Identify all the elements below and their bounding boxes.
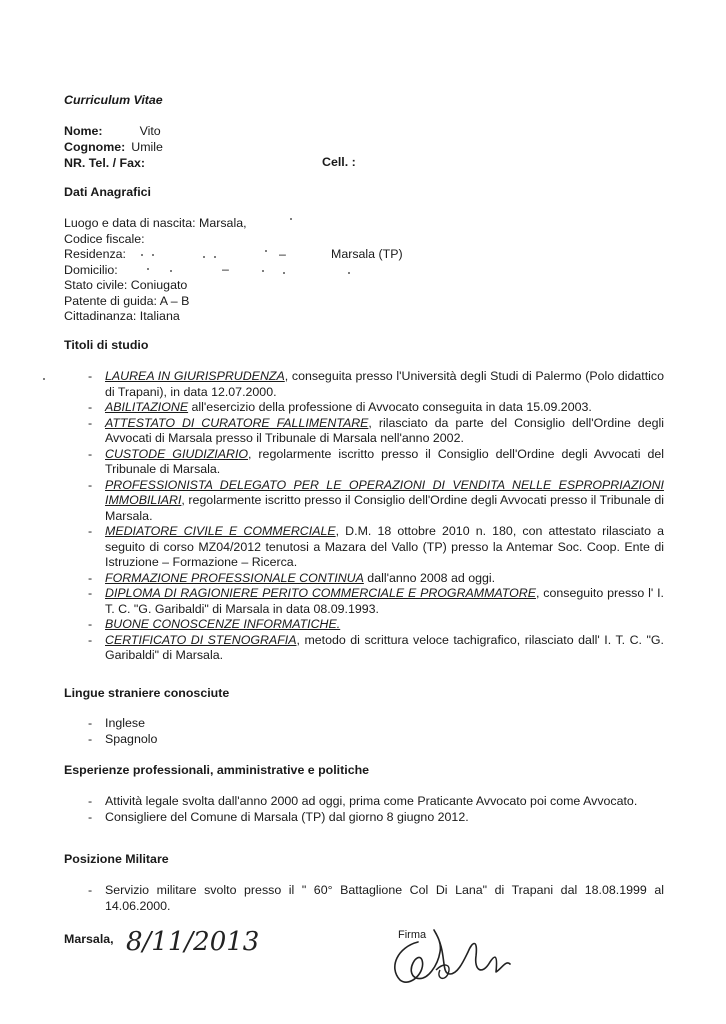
anagrafici-heading: Dati Anagrafici — [64, 185, 151, 199]
cognome-value: Umile — [131, 140, 163, 154]
redaction-mark — [290, 218, 292, 220]
domicilio: Domicilio: — [64, 262, 118, 277]
residenza: Residenza: — [64, 247, 126, 261]
esperienze-heading: Esperienze professionali, amministrative e politiche — [64, 763, 370, 777]
studio-item: - PROFESSIONISTA DELEGATO PER LE OPERAZIONI DI VENDITA NELLE ESPROPRIAZIONI IMMOBILIARI, regolarmente iscritto presso il Consiglio dell'Ordine degli Avvocati presso il Tribunale di Marsala. — [64, 478, 664, 525]
patente: Patente di guida: A – B — [64, 293, 190, 308]
studio-item: - BUONE CONOSCENZE INFORMATICHE. — [64, 617, 664, 633]
lingue-heading: Lingue straniere conosciute — [64, 686, 230, 700]
redaction-mark — [283, 272, 285, 274]
cell-label: Cell. : — [322, 155, 356, 169]
stato-civile: Stato civile: Coniugato — [64, 278, 188, 292]
studio-item: - MEDIATORE CIVILE E COMMERCIALE, D.M. 18 ottobre 2010 n. 180, con attestato rilasciato a seguito di corso MZ04/2012 tenutosi a Mazara del Vallo (TP) presso la Antemar Soc. Coop. Ente di Istruzione – Formazione – Ricerca. — [64, 524, 664, 571]
handwritten-date — [124, 918, 260, 958]
domicilio-dash: – — [222, 262, 229, 276]
redaction-mark — [152, 254, 154, 256]
redaction-mark — [141, 254, 143, 256]
residenza-city: Marsala (TP) — [331, 247, 403, 261]
esperienze-list — [64, 794, 664, 825]
cittadinanza: Cittadinanza: Italiana — [64, 309, 180, 323]
esperienza-item: - Attività legale svolta dall'anno 2000 ad oggi, prima come Praticante Avvocato poi come Avvocato. — [64, 794, 664, 810]
document-title: Curriculum Vitae — [64, 93, 163, 107]
militare-item: - Servizio militare svolto presso il " 60° Battaglione Col Di Lana" di Trapani dal 18.08.1999 al 14.06.2000. — [64, 883, 664, 914]
studio-item: - ATTESTATO DI CURATORE FALLIMENTARE, rilasciato da parte del Consiglio dell'Ordine degli Avvocati di Marsala presso il Tribunale di Marsala nell'anno 2002. — [64, 416, 664, 447]
redaction-mark — [214, 256, 216, 258]
lingua-item: - Inglese — [64, 716, 664, 732]
lingua-item: - Spagnolo — [64, 732, 664, 748]
esperienza-item: - Consigliere del Comune di Marsala (TP) dal giorno 8 giugno 2012. — [64, 810, 664, 826]
scan-speck — [43, 378, 45, 380]
nome-value: Vito — [139, 124, 161, 138]
codice-fiscale: Codice fiscale: — [64, 231, 145, 246]
cognome-label: Cognome: — [64, 140, 126, 154]
redaction-mark — [170, 270, 172, 272]
nome-label: Nome: — [64, 124, 103, 138]
signature-image — [378, 912, 518, 992]
studio-item: - ABILITAZIONE all'esercizio della professione di Avvocato conseguita in data 15.09.2003. — [64, 400, 664, 416]
militare-heading: Posizione Militare — [64, 852, 169, 866]
studio-item: - CERTIFICATO DI STENOGRAFIA, metodo di scrittura veloce tachigrafico, rilasciato dall' I. T. C. "G. Garibaldi" di Marsala. — [64, 633, 664, 664]
firma-label: Firma — [398, 929, 427, 941]
studio-heading: Titoli di studio — [64, 338, 149, 352]
svg-text:8/11/2013: 8/11/2013 — [126, 927, 260, 957]
studio-list — [64, 369, 664, 664]
lingue-list — [64, 716, 664, 747]
redaction-mark — [265, 250, 267, 252]
studio-item: - LAUREA IN GIURISPRUDENZA, conseguita presso l'Università degli Studi di Palermo (Polo didattico di Trapani), in data 12.07.2000. — [64, 369, 664, 400]
studio-item: - DIPLOMA DI RAGIONIERE PERITO COMMERCIALE E PROGRAMMATORE, conseguito presso l' I. T. C. "G. Garibaldi" di Marsala in data 08.09.1993. — [64, 586, 664, 617]
redaction-mark — [348, 272, 350, 274]
militare-list — [64, 883, 664, 914]
redaction-mark — [262, 270, 264, 272]
studio-item: - CUSTODE GIUDIZIARIO, regolarmente iscritto presso il Consiglio dell'Ordine degli Avvocati del Tribunale di Marsala. — [64, 447, 664, 478]
personal-info — [64, 124, 163, 172]
redaction-mark — [147, 268, 149, 270]
residenza-dash: – — [279, 247, 286, 261]
redaction-mark — [203, 256, 205, 258]
tel-label: NR. Tel. / Fax: — [64, 156, 146, 170]
luogo-nascita: Luogo e data di nascita: Marsala, — [64, 216, 247, 230]
studio-item: - FORMAZIONE PROFESSIONALE CONTINUA dall'anno 2008 ad oggi. — [64, 571, 664, 587]
anagrafici-block — [64, 216, 247, 325]
sign-place: Marsala, — [64, 932, 114, 946]
